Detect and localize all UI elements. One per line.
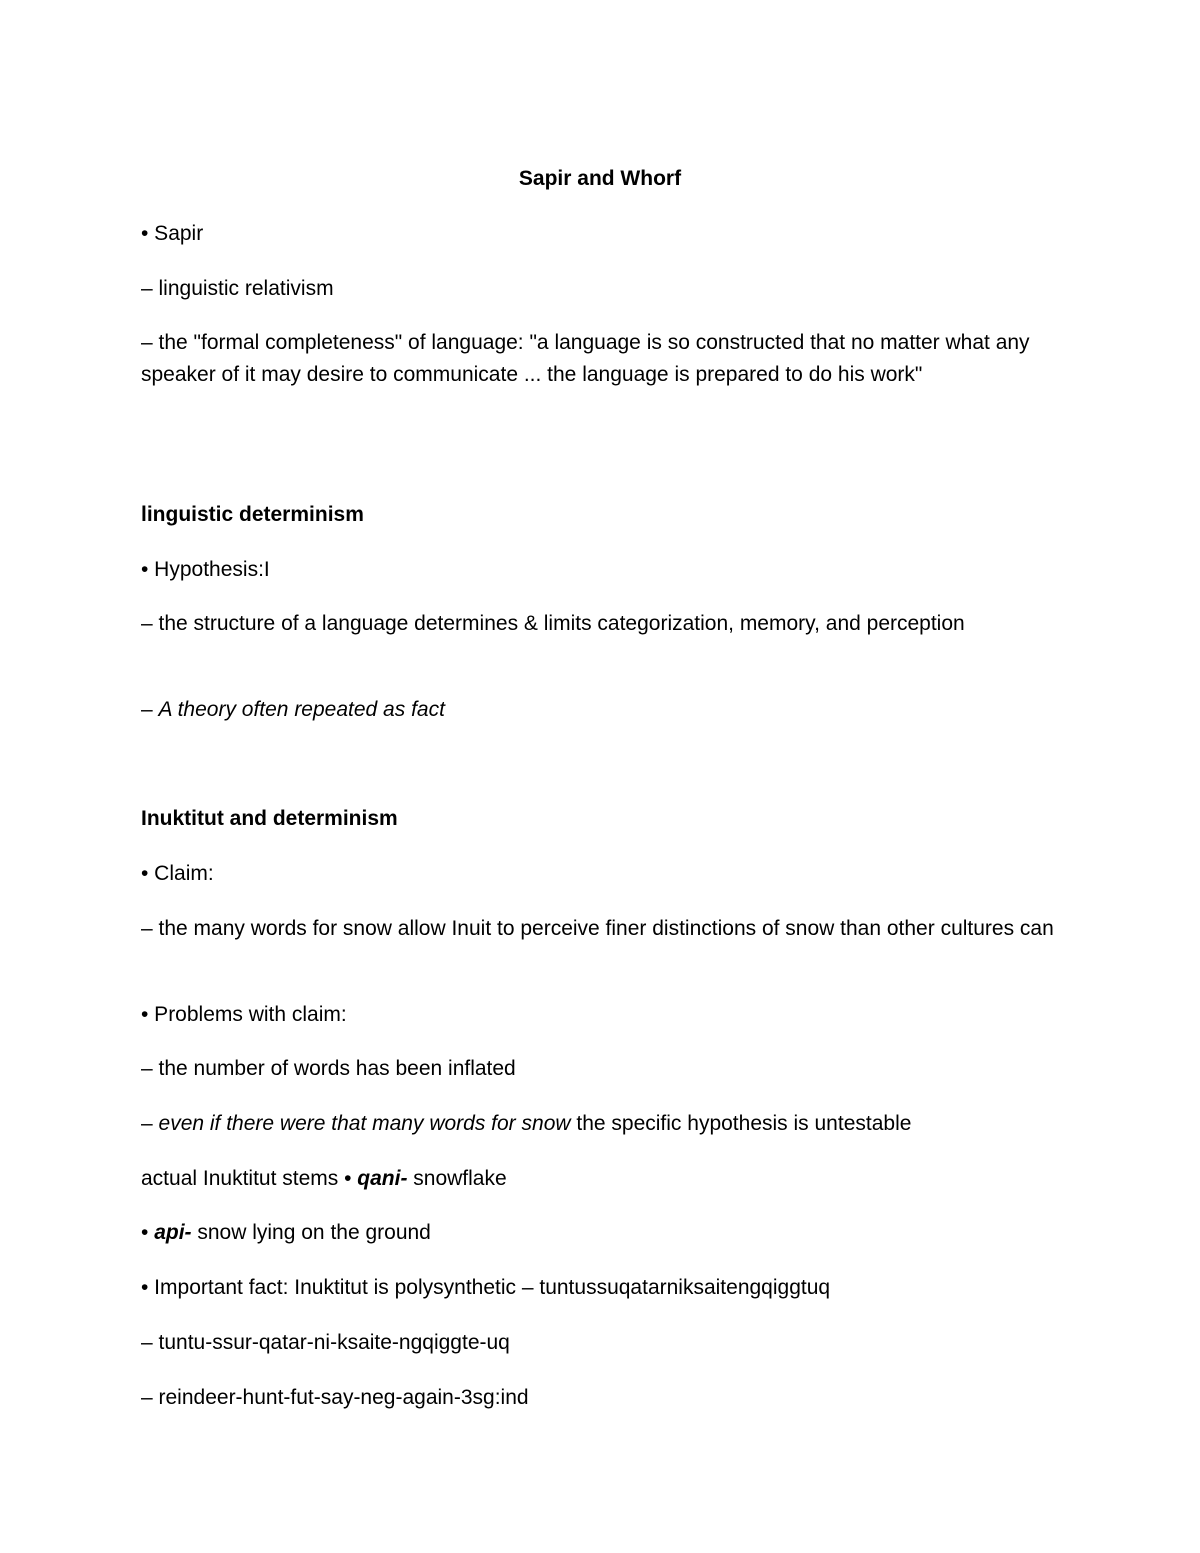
hypothesis-bullet: • Hypothesis:I — [141, 558, 270, 581]
hypothesis-point-theory — [141, 694, 1061, 726]
claim-bullet: • Claim: — [141, 862, 214, 885]
claim-point-snow-words: – the many words for snow allow Inuit to perceive finer distinctions of snow than other cultures can — [141, 917, 1054, 940]
section-heading-determinism: linguistic determinism — [141, 503, 364, 526]
stem-api: api- — [154, 1221, 192, 1244]
bullet-text: • — [141, 1221, 155, 1244]
hypothesis-point-structure: – the structure of a language determines & limits categorization, memory, and perception — [141, 612, 965, 635]
untestable-text: the specific hypothesis is untestable — [570, 1112, 912, 1135]
dash-text: – — [141, 698, 159, 721]
document-title: Sapir and Whorf — [518, 167, 682, 190]
stem-api-gloss: snow lying on the ground — [191, 1221, 431, 1244]
problem-point-inflated: – the number of words has been inflated — [141, 1057, 516, 1080]
problems-bullet: • Problems with claim: — [141, 1003, 347, 1026]
problem-point-untestable — [141, 1108, 1061, 1140]
sapir-bullet: • Sapir — [141, 222, 204, 245]
polysynthetic-fact: • Important fact: Inuktitut is polysynthetic – tuntussuqatarniksaitengqiggtuq — [141, 1276, 831, 1299]
stems-prefix: actual Inuktitut stems • — [141, 1167, 358, 1190]
stem-qani-gloss: snowflake — [407, 1167, 507, 1190]
stem-qani: qani- — [357, 1167, 408, 1190]
dash-text: – — [141, 1112, 159, 1135]
sapir-point-relativism: – linguistic relativism — [141, 277, 334, 300]
sapir-point-formal-completeness: – the "formal completeness" of language: "a language is so constructed that no matter what any speaker of it may desire to communicate ... the language is prepared to do his work" — [141, 331, 1030, 386]
morpheme-breakdown: – tuntu-ssur-qatar-ni-ksaite-ngqiggte-uq — [141, 1331, 510, 1354]
section-heading-inuktitut: Inuktitut and determinism — [141, 807, 398, 830]
stems-line — [141, 1163, 1061, 1195]
morpheme-gloss: – reindeer-hunt-fut-say-neg-again-3sg:ind — [141, 1386, 529, 1409]
stem-api-line — [141, 1217, 1061, 1249]
italic-theory-text: A theory often repeated as fact — [158, 698, 445, 721]
italic-snow-text: even if there were that many words for snow — [158, 1112, 571, 1135]
